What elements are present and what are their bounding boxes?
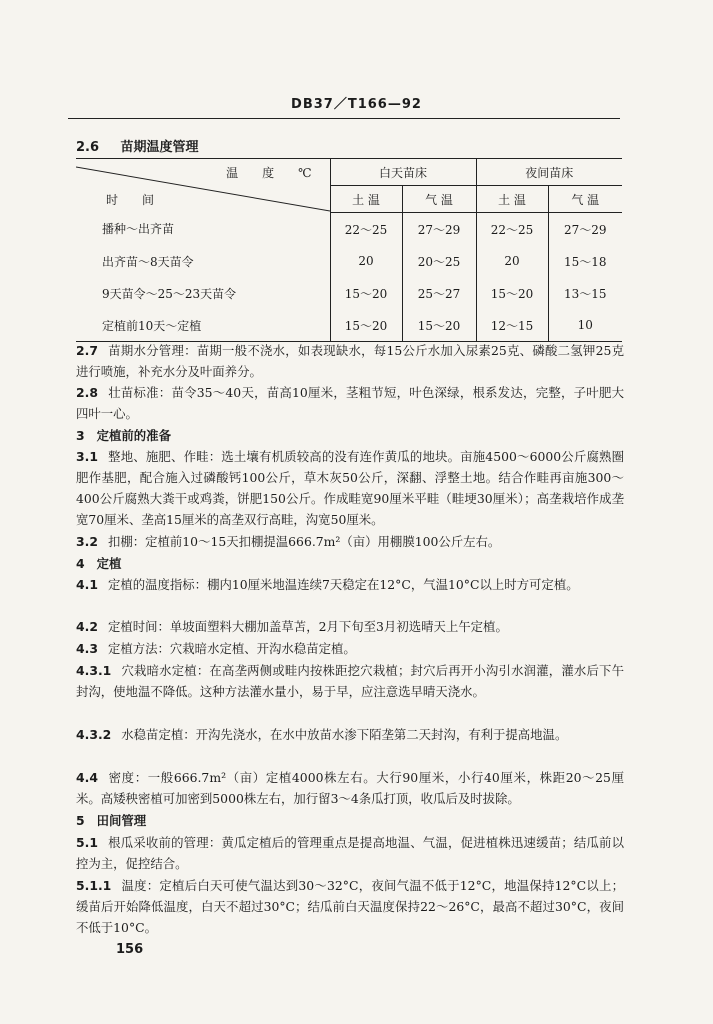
table-row xyxy=(76,245,622,277)
heading-text: 定植 xyxy=(96,556,122,571)
table-row xyxy=(76,277,622,309)
header-day-bed: 白天苗床 xyxy=(330,159,476,186)
heading-number: 4 xyxy=(76,556,85,571)
header-night-air: 气 温 xyxy=(548,186,622,213)
heading-number: 5 xyxy=(76,813,85,828)
cell-night-air: 10 xyxy=(548,309,622,342)
paragraph-3-2 xyxy=(76,531,624,552)
paragraph-2-8 xyxy=(76,382,624,424)
standard-code: DB37／T166—92 xyxy=(291,97,422,112)
paragraph-4-3 xyxy=(76,638,624,659)
clause-text: 苗期水分管理：苗期一般不浇水，如表现缺水，每15公斤水加入尿素25克、磷酸二氢钾25克进行喷施，补充水分及叶面养分。 xyxy=(76,343,624,379)
cell-day-soil: 15～20 xyxy=(330,309,402,342)
paragraph-4-2 xyxy=(76,616,624,637)
header-time: 时 间 xyxy=(106,192,161,207)
paragraph-4-3-2 xyxy=(76,724,624,745)
clause-text: 密度：一般666.7m²（亩）定植4000株左右。大行90厘米，小行40厘米，株距20～25厘米。高矮秧密植可加密到5000株左右，加行留3～4条瓜打顶，收瓜后及时拔除。 xyxy=(76,770,624,806)
clause-text: 定植方法：穴栽暗水定植、开沟水稳苗定植。 xyxy=(107,641,356,656)
cell-day-soil: 15～20 xyxy=(330,277,402,309)
clause-number: 4.4 xyxy=(76,770,98,785)
clause-text: 定植的温度指标：棚内10厘米地温连续7天稳定在12°C，气温10°C以上时方可定植。 xyxy=(107,577,579,592)
cell-day-air: 27～29 xyxy=(402,213,476,246)
clause-number: 5.1.1 xyxy=(76,878,112,893)
cell-day-air: 20～25 xyxy=(402,245,476,277)
cell-night-soil: 15～20 xyxy=(476,277,548,309)
header-rule xyxy=(68,118,620,119)
heading-3 xyxy=(76,426,171,444)
clause-text: 整地、施肥、作畦：选土壤有机质较高的没有连作黄瓜的地块。亩施4500～6000公斤腐熟圈肥作基肥，配合施入过磷酸钙100公斤，草木灰50公斤，深翻、浮整土地。结合作畦再亩施300～400公斤腐熟大粪干或鸡粪，饼肥150公斤。作成畦宽90厘米平畦（畦埂30厘米）；高垄栽培作成垄宽70厘米、垄高15厘米的高垄双行高畦，沟宽50厘米。 xyxy=(76,449,624,527)
paragraph-5-1-1 xyxy=(76,875,624,938)
clause-text: 水稳苗定植：开沟先浇水，在水中放苗水渗下陌垄第二天封沟，有利于提高地温。 xyxy=(121,727,568,742)
cell-day-soil: 22～25 xyxy=(330,213,402,246)
clause-text: 壮苗标准：苗令35～40天，苗高10厘米，茎粗节短，叶色深绿，根系发达，完整，子叶肥大四叶一心。 xyxy=(76,385,624,421)
section-number: 2.6 xyxy=(76,140,100,155)
table-corner-header xyxy=(76,159,330,213)
clause-number: 4.3.2 xyxy=(76,727,112,742)
clause-number: 5.1 xyxy=(76,835,98,850)
cell-night-air: 13～15 xyxy=(548,277,622,309)
cell-night-air: 15～18 xyxy=(548,245,622,277)
clause-text: 温度：定植后白天可使气温达到30～32°C，夜间气温不低于12°C，地温保持12°C以上；缓苗后开始降低温度，白天不超过30°C；结瓜前白天温度保持22～26°C，最高不超过30°C，夜间不低于10°C。 xyxy=(76,878,624,935)
paragraph-4-3-1 xyxy=(76,660,624,702)
clause-text: 定植时间：单坡面塑料大棚加盖草苫，2月下旬至3月初选晴天上午定植。 xyxy=(107,619,508,634)
cell-day-soil: 20 xyxy=(330,245,402,277)
page-number: 156 xyxy=(116,942,144,957)
cell-night-soil: 22～25 xyxy=(476,213,548,246)
cell-period: 定植前10天～定植 xyxy=(76,309,330,342)
clause-number: 4.3 xyxy=(76,641,98,656)
paragraph-5-1 xyxy=(76,832,624,874)
cell-night-air: 27～29 xyxy=(548,213,622,246)
section-2-6-title xyxy=(76,136,199,155)
table-row xyxy=(76,213,622,246)
heading-text: 定植前的准备 xyxy=(96,428,171,443)
paragraph-2-7 xyxy=(76,340,624,382)
cell-night-soil: 20 xyxy=(476,245,548,277)
cell-day-air: 25～27 xyxy=(402,277,476,309)
header-day-air: 气 温 xyxy=(402,186,476,213)
heading-4 xyxy=(76,554,121,572)
heading-5 xyxy=(76,811,146,829)
clause-number: 4.1 xyxy=(76,577,98,592)
cell-period: 播种～出齐苗 xyxy=(76,213,330,246)
header-night-soil: 土 温 xyxy=(476,186,548,213)
header-temperature: 温 度 ℃ xyxy=(226,166,318,180)
clause-number: 2.7 xyxy=(76,343,98,358)
table-row xyxy=(76,309,622,342)
heading-text: 田间管理 xyxy=(96,813,147,828)
header-day-soil: 土 温 xyxy=(330,186,402,213)
header-night-bed: 夜间苗床 xyxy=(476,159,622,186)
clause-number: 4.2 xyxy=(76,619,98,634)
clause-text: 根瓜采收前的管理：黄瓜定植后的管理重点是提高地温、气温，促进植株迅速缓苗；结瓜前以控为主，促控结合。 xyxy=(76,835,624,871)
cell-day-air: 15～20 xyxy=(402,309,476,342)
clause-text: 穴栽暗水定植：在高垄两侧或畦内按株距挖穴栽植；封穴后再开小沟引水润灌，灌水后下午封沟，使地温不降低。这种方法灌水量小，易于早，应注意选早晴天浇水。 xyxy=(76,663,624,699)
cell-period: 9天苗令～25～23天苗令 xyxy=(76,277,330,309)
clause-number: 3.1 xyxy=(76,449,98,464)
clause-number: 3.2 xyxy=(76,534,98,549)
clause-text: 扣棚：定植前10～15天扣棚提温666.7m²（亩）用棚膜100公斤左右。 xyxy=(107,534,501,549)
temperature-table xyxy=(76,158,622,342)
clause-number: 2.8 xyxy=(76,385,98,400)
heading-number: 3 xyxy=(76,428,85,443)
clause-number: 4.3.1 xyxy=(76,663,112,678)
paragraph-4-4 xyxy=(76,767,624,809)
cell-period: 出齐苗～8天苗令 xyxy=(76,245,330,277)
cell-night-soil: 12～15 xyxy=(476,309,548,342)
paragraph-3-1 xyxy=(76,446,624,530)
section-title-text: 苗期温度管理 xyxy=(120,140,199,155)
paragraph-4-1 xyxy=(76,574,624,595)
